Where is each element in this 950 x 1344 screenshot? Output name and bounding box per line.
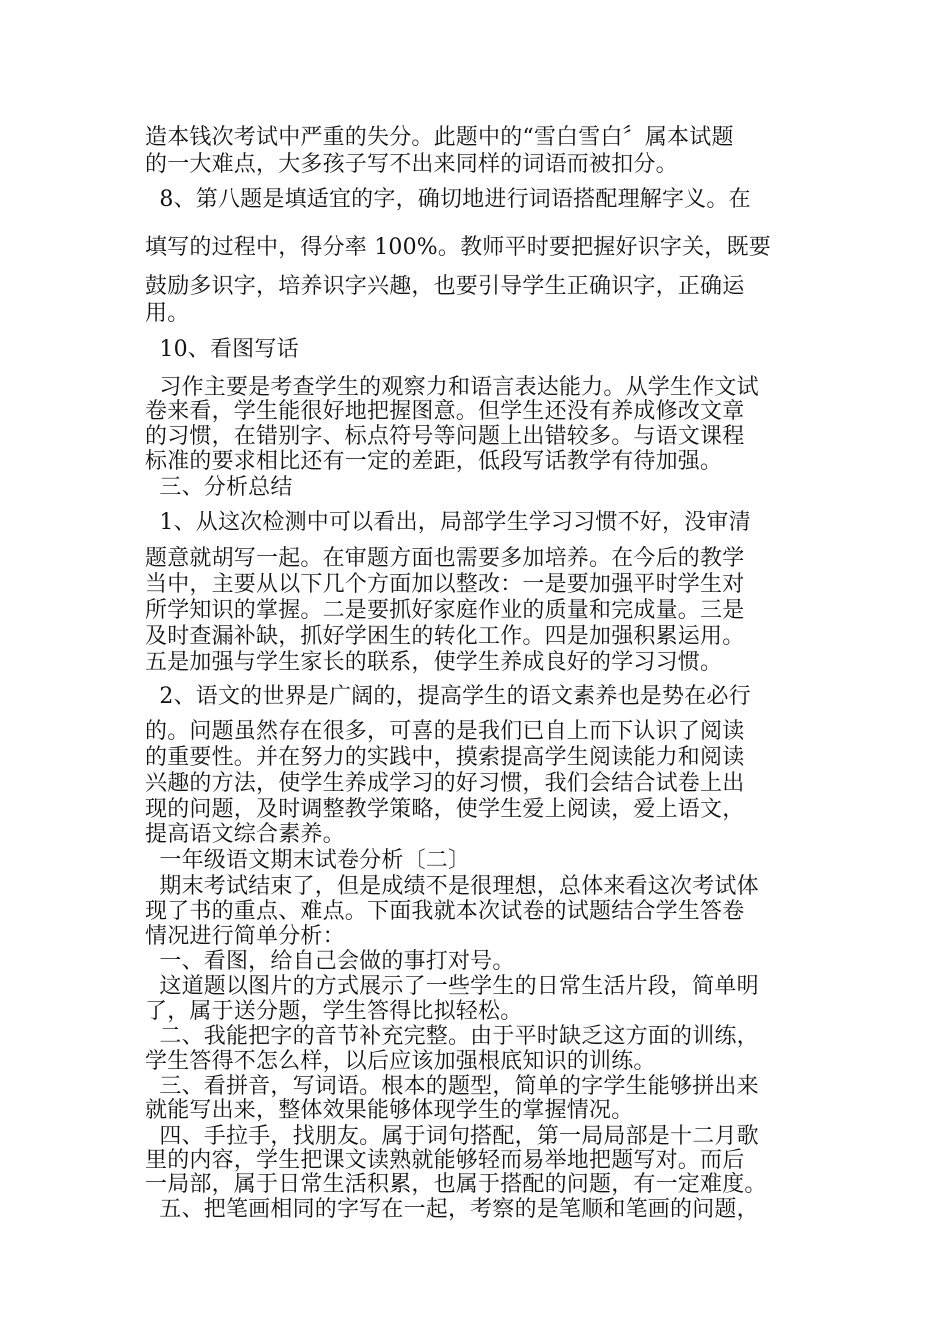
text-line-34: 三、看拼音，写词语。根本的题型，简单的字学生能够拼出来: [145, 1074, 759, 1099]
text-line-27: 现了书的重点、难点。下面我就本次试卷的试题结合学生答卷: [145, 899, 745, 924]
text-line-18: 五是加强与学生家长的联系，使学生养成良好的学习习惯。: [145, 650, 723, 675]
text-line-30: 这道题以图片的方式展示了一些学生的日常生活片段，简单明: [145, 974, 759, 999]
text-line-21: 的重要性。并在努力的实践中，摸索提高学生阅读能力和阅读: [145, 745, 745, 770]
text-line-22: 兴趣的方法，使学生养成学习的好习惯，我们会结合试卷上出: [145, 771, 745, 796]
text-line-35: 就能写出来，整体效果能够体现学生的掌握情况。: [145, 1098, 634, 1123]
text-line-13: 1、从这次检测中可以看出，局部学生学习习惯不好，没审清: [145, 510, 751, 535]
text-line-23: 现的问题，及时调整教学策略，使学生爱上阅读，爱上语文，: [145, 797, 745, 822]
text-line-33: 学生答得不怎么样，以后应该加强根底知识的训练。: [145, 1049, 656, 1074]
text-line-5: 鼓励多识字，培养识字兴趣，也要引导学生正确识字，正确运: [145, 274, 745, 299]
text-line-1: 造本钱次考试中严重的失分。此题中的“雪白雪白〞属本试题: [145, 125, 734, 150]
text-line-4: 填写的过程中，得分率 100%。教师平时要把握好识字关，既要: [145, 235, 771, 260]
text-line-36: 四、手拉手，找朋友。属于词句搭配，第一局局部是十二月歌: [145, 1124, 759, 1149]
text-line-19: 2、语文的世界是广阔的，提高学生的语文素养也是势在必行: [145, 684, 751, 709]
text-line-26: 期末考试结束了，但是成绩不是很理想，总体来看这次考试体: [145, 874, 759, 899]
text-line-16: 所学知识的掌握。二是要抓好家庭作业的质量和完成量。三是: [145, 598, 745, 623]
text-line-29: 一、看图，给自己会做的事打对号。: [145, 949, 515, 974]
text-line-25: 一年级语文期末试卷分析〔二〕: [145, 848, 471, 873]
text-line-24: 提高语文综合素养。: [145, 822, 345, 847]
text-line-32: 二、我能把字的音节补充完整。由于平时缺乏这方面的训练，: [145, 1024, 759, 1049]
text-line-8: 习作主要是考查学生的观察力和语言表达能力。从学生作文试: [145, 375, 759, 400]
text-line-11: 标准的要求相比还有一定的差距，低段写话教学有待加强。: [145, 449, 723, 474]
text-line-2: 的一大难点，大多孩子写不出来同样的词语而被扣分。: [145, 152, 678, 177]
text-line-9: 卷来看，学生能很好地把握图意。但学生还没有养成修改文章: [145, 399, 745, 424]
text-line-7: 10、看图写话: [145, 337, 299, 362]
text-line-17: 及时查漏补缺，抓好学困生的转化工作。四是加强积累运用。: [145, 624, 745, 649]
text-line-15: 当中，主要从以下几个方面加以整改：一是要加强平时学生对: [145, 572, 745, 597]
text-line-20: 的。问题虽然存在很多，可喜的是我们已自上而下认识了阅读: [145, 719, 745, 744]
text-line-31: 了，属于送分题，学生答得比拟轻松。: [145, 999, 523, 1024]
text-line-12: 三、分析总结: [145, 475, 293, 500]
text-line-37: 里的内容，学生把课文读熟就能够轻而易举地把题写对。而后: [145, 1148, 745, 1173]
text-line-10: 的习惯，在错别字、标点符号等问题上出错较多。与语文课程: [145, 424, 745, 449]
text-line-14: 题意就胡写一起。在审题方面也需要多加培养。在今后的教学: [145, 546, 745, 571]
text-line-39: 五、把笔画相同的字写在一起，考察的是笔顺和笔画的问题，: [145, 1197, 759, 1222]
text-line-6: 用。: [145, 301, 190, 326]
text-line-3: 8、第八题是填适宜的字，确切地进行词语搭配理解字义。在: [145, 187, 751, 212]
text-line-38: 一局部，属于日常生活积累，也属于搭配的问题，有一定难度。: [145, 1172, 767, 1197]
text-line-28: 情况进行简单分析：: [145, 924, 345, 949]
